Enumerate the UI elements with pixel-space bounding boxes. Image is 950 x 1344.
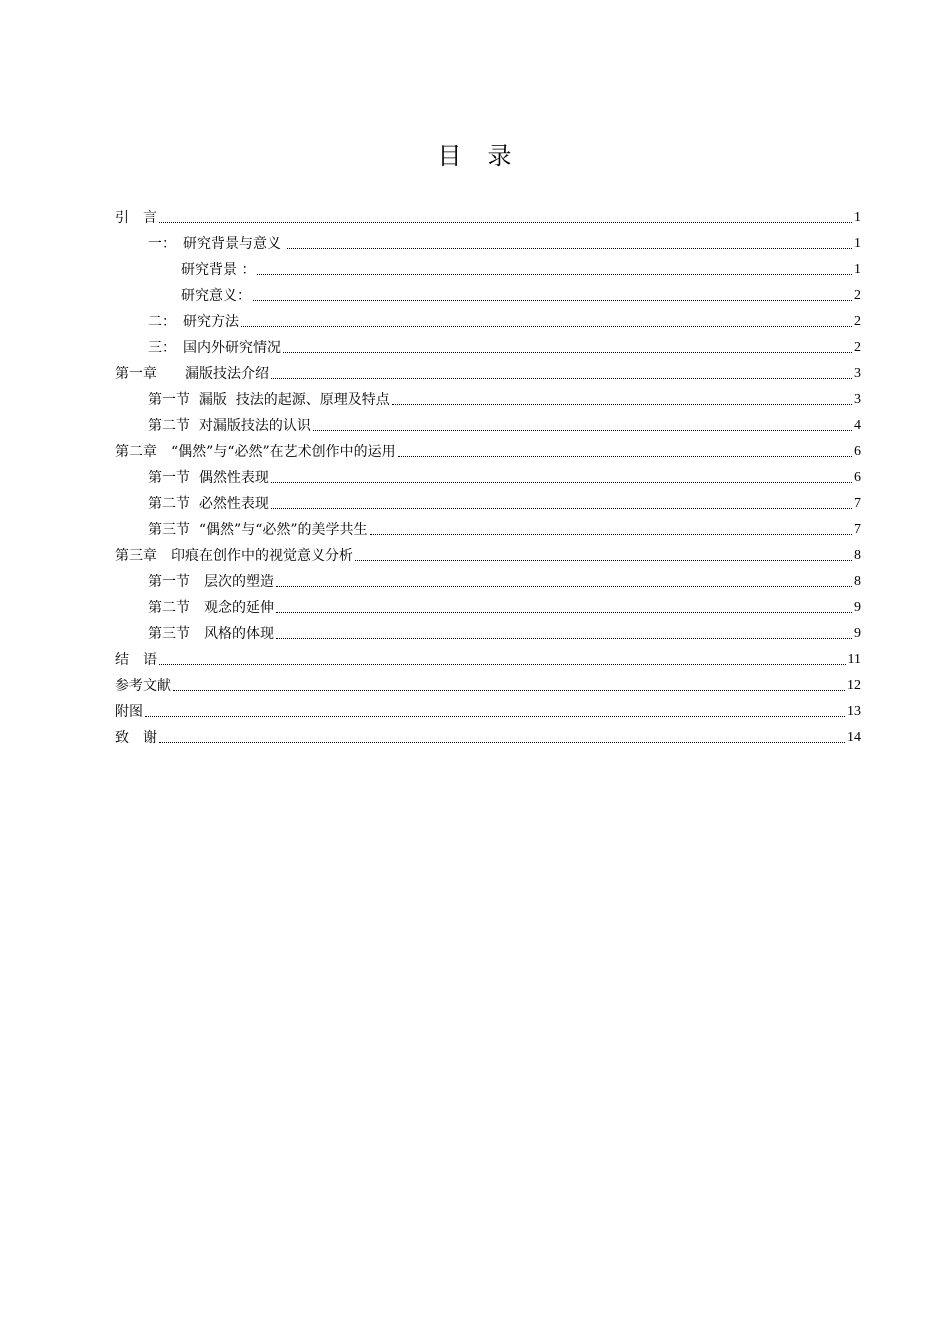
toc-entry-page-number: 2 — [854, 288, 861, 303]
dot-leader — [173, 690, 845, 691]
dot-leader — [392, 404, 852, 405]
toc-entry-title: 研究背景 ： — [181, 262, 256, 278]
toc-entry-title: 第二节 必然性表现 — [148, 496, 269, 512]
toc-entry[interactable] — [115, 205, 861, 231]
toc-entry-page-number: 1 — [854, 262, 861, 277]
toc-entry-title: 第一节 偶然性表现 — [148, 470, 269, 486]
dot-leader — [355, 560, 852, 561]
toc-entry-title: 第二节 对漏版技法的认识 — [148, 418, 311, 434]
toc-entry-title: 第三章 印痕在创作中的视觉意义分析 — [115, 548, 353, 564]
toc-entry-page-number: 11 — [847, 652, 861, 667]
toc-entry-page-number: 4 — [854, 418, 861, 433]
toc-entry-page-number: 8 — [854, 548, 861, 563]
toc-entry[interactable] — [115, 335, 861, 361]
toc-entry-title: 参考文献 — [115, 678, 171, 694]
toc-entry-page-number: 1 — [854, 210, 861, 225]
toc-entry[interactable] — [115, 387, 861, 413]
toc-entry-page-number: 13 — [847, 704, 861, 719]
toc-entry[interactable] — [115, 413, 861, 439]
toc-entry-title: 研究意义： — [181, 288, 251, 304]
page-title: 目 录 — [437, 142, 513, 170]
dot-leader — [287, 248, 852, 249]
toc-entry-page-number: 7 — [854, 496, 861, 511]
dot-leader — [271, 378, 852, 379]
toc-entry-title: 第二章 “偶然”与“必然”在艺术创作中的运用 — [115, 444, 396, 460]
toc-entry-page-number: 2 — [854, 340, 861, 355]
toc-entry-page-number: 7 — [854, 522, 861, 537]
toc-entry-page-number: 8 — [854, 574, 861, 589]
dot-leader — [283, 352, 852, 353]
toc-entry[interactable] — [115, 595, 861, 621]
toc-entry[interactable] — [115, 309, 861, 335]
toc-entry-title: 致 谢 — [115, 730, 157, 746]
dot-leader — [253, 300, 852, 301]
toc-entry[interactable] — [115, 517, 861, 543]
toc-entry-title: 附图 — [115, 704, 143, 720]
toc-entry-title: 引 言 — [115, 210, 157, 226]
toc-entry[interactable] — [115, 569, 861, 595]
toc-entry-title: 第二节 观念的延伸 — [148, 600, 274, 616]
toc-entry[interactable] — [115, 647, 861, 673]
toc-entry-title: 第三节 风格的体现 — [148, 626, 274, 642]
toc-entry-page-number: 12 — [847, 678, 861, 693]
toc-entry-page-number: 6 — [854, 470, 861, 485]
toc-entry-page-number: 3 — [854, 366, 861, 381]
toc-entry[interactable] — [115, 621, 861, 647]
toc-entry[interactable] — [115, 491, 861, 517]
dot-leader — [145, 716, 845, 717]
table-of-contents — [115, 205, 861, 751]
toc-entry-title: 第一节 漏版 技法的起源、原理及特点 — [148, 392, 390, 408]
toc-entry[interactable] — [115, 699, 861, 725]
toc-entry-title: 结 语 — [115, 652, 157, 668]
dot-leader — [271, 482, 852, 483]
toc-entry[interactable] — [115, 725, 861, 751]
toc-entry[interactable] — [115, 361, 861, 387]
dot-leader — [241, 326, 852, 327]
dot-leader — [276, 612, 852, 613]
toc-entry-title: 第一节 层次的塑造 — [148, 574, 274, 590]
toc-entry[interactable] — [115, 283, 861, 309]
dot-leader — [313, 430, 852, 431]
toc-entry-page-number: 9 — [854, 600, 861, 615]
toc-entry[interactable] — [115, 543, 861, 569]
dot-leader — [159, 664, 846, 665]
dot-leader — [276, 586, 852, 587]
dot-leader — [276, 638, 852, 639]
dot-leader — [398, 456, 852, 457]
dot-leader — [370, 534, 852, 535]
dot-leader — [159, 742, 845, 743]
toc-entry-page-number: 1 — [854, 236, 861, 251]
toc-entry-title: 一： 研究背景与意义 — [148, 236, 286, 252]
toc-entry[interactable] — [115, 465, 861, 491]
toc-entry-page-number: 9 — [854, 626, 861, 641]
toc-entry[interactable] — [115, 439, 861, 465]
toc-entry[interactable] — [115, 673, 861, 699]
toc-entry-title: 第三节 “偶然”与“必然”的美学共生 — [148, 522, 368, 538]
toc-entry-title: 第一章 漏版技法介绍 — [115, 366, 269, 382]
dot-leader — [271, 508, 852, 509]
dot-leader — [257, 274, 852, 275]
toc-entry[interactable] — [115, 231, 861, 257]
toc-entry-page-number: 14 — [847, 730, 861, 745]
toc-entry-title: 三： 国内外研究情况 — [148, 340, 281, 356]
toc-entry-title: 二： 研究方法 — [148, 314, 239, 330]
toc-entry-page-number: 2 — [854, 314, 861, 329]
dot-leader — [159, 222, 852, 223]
toc-entry-page-number: 3 — [854, 392, 861, 407]
toc-entry[interactable] — [115, 257, 861, 283]
toc-entry-page-number: 6 — [854, 444, 861, 459]
